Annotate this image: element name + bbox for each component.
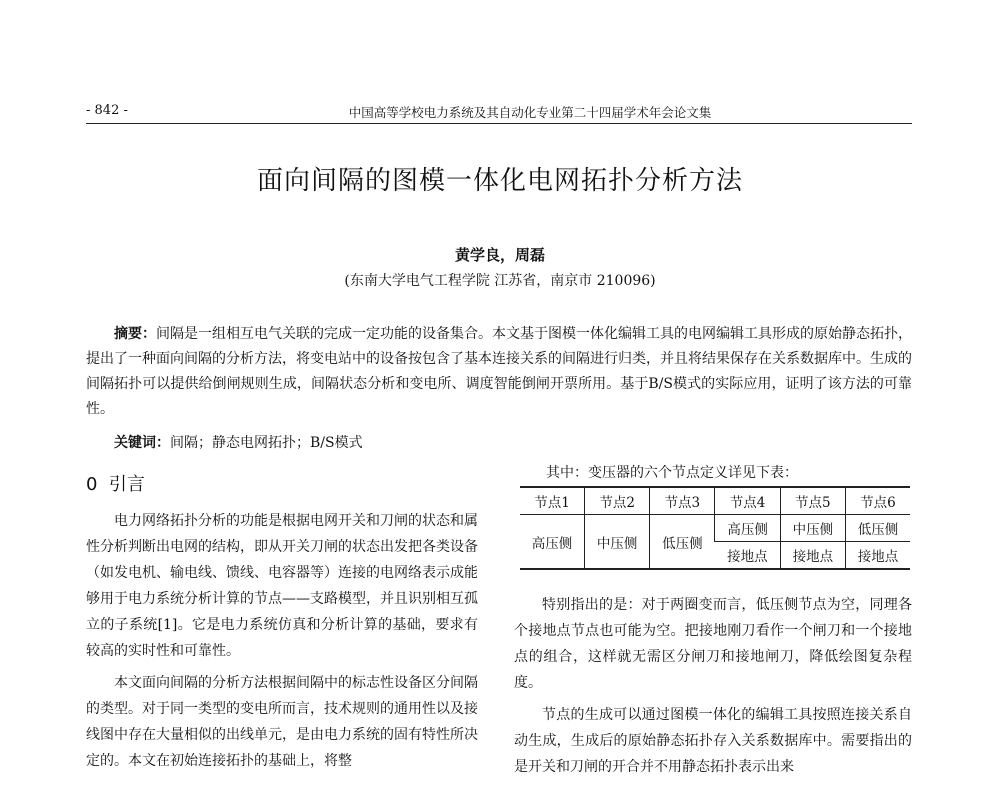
table-cell: 低压侧 — [845, 515, 910, 542]
table-header-row — [520, 487, 910, 515]
paper-title: 面向间隔的图模一体化电网拓扑分析方法 — [256, 166, 743, 196]
left-column — [86, 508, 478, 780]
table-header-cell: 节点2 — [585, 487, 650, 515]
table-cell: 高压侧 — [531, 535, 573, 552]
table-cell: 接地点 — [727, 549, 768, 565]
table-cell: 高压侧 — [715, 515, 780, 542]
author-affiliation: (东南大学电气工程学院 江苏省，南京市 210096) — [344, 273, 656, 289]
table-cell: 中压侧 — [585, 515, 650, 570]
table-cell: 低压侧 — [650, 515, 715, 570]
journal-header: 中国高等学校电力系统及其自动化专业第二十四届学术年会论文集 — [348, 105, 712, 120]
keywords-label: 关键词： — [114, 435, 170, 451]
table-header-cell: 节点6 — [845, 487, 910, 515]
abstract — [86, 322, 912, 422]
table-header-cell: 节点1 — [520, 487, 585, 515]
table-header-cell: 节点3 — [650, 487, 715, 515]
keywords — [114, 432, 363, 452]
paper-authors: 黄学良，周磊 — [454, 246, 545, 264]
transformer-node-table — [520, 486, 910, 570]
keywords-text: 间隔；静态电网拓扑；B/S模式 — [170, 435, 363, 451]
paragraph: 电力网络拓扑分析的功能是根据电网开关和刀闸的状态和属性分析判断出电网的结构，即从开关刀闸的状态出发把各类设备（如发电机、输电线、馈线、电容器等）连接的电网络表示成能够用于电力系统分析计算的节点——支路模型，并且识别相互孤立的子系统[1]。它是电力系统仿真和分析计算的基础，要求有较高的实时性和可靠性。 — [86, 513, 478, 659]
table-cell: 接地点 — [780, 542, 845, 570]
paragraph: 本文面向间隔的分析方法根据间隔中的标志性设备区分间隔的类型。对于同一类型的变电所而言，技术规则的通用性以及接线图中存在大量相似的出线单元，是由电力系统的固有特性所决定的。本文在初始连接拓扑的基础上，将整 — [86, 675, 478, 769]
header-divider — [86, 123, 912, 124]
paragraph: 特别指出的是：对于两圈变而言，低压侧节点为空，同理各个接地点节点也可能为空。把接地刚刀看作一个闸刀和一个接地点的组合，这样就无需区分闸刀和接地闸刀，降低绘图复杂程度。 — [514, 597, 912, 691]
table-cell: 接地点 — [845, 542, 910, 570]
table-header-cell: 节点4 — [715, 487, 780, 515]
section-title: 引言 — [108, 474, 145, 495]
right-column — [514, 592, 912, 786]
abstract-label: 摘要： — [114, 326, 156, 342]
page-number: - 842 - — [86, 103, 128, 118]
abstract-text: 间隔是一组相互电气关联的完成一定功能的设备集合。本文基于图模一体化编辑工具的电网编辑工具形成的原始静态拓扑，提出了一种面向间隔的分析方法，将变电站中的设备按包含了基本连接关系的间隔进行归类，并且将结果保存在关系数据库中。生成的间隔拓扑可以提供给倒闸规则生成，间隔状态分析和变电所、调度智能倒闸开票所用。基于B/S模式的实际应用，证明了该方法的可靠性。 — [86, 326, 912, 417]
section-heading — [86, 470, 145, 496]
table-header-cell: 节点5 — [780, 487, 845, 515]
table-row — [520, 515, 910, 542]
section-number: 0 — [86, 474, 98, 495]
paragraph: 节点的生成可以通过图模一体化的编辑工具按照连接关系自动生成，生成后的原始静态拓扑存入关系数据库中。需要指出的是开关和刀闸的开合并不用静态拓扑表示出来 — [514, 707, 912, 775]
table-caption: 其中：变压器的六个节点定义详见下表： — [546, 465, 798, 481]
table-cell: 中压侧 — [780, 515, 845, 542]
